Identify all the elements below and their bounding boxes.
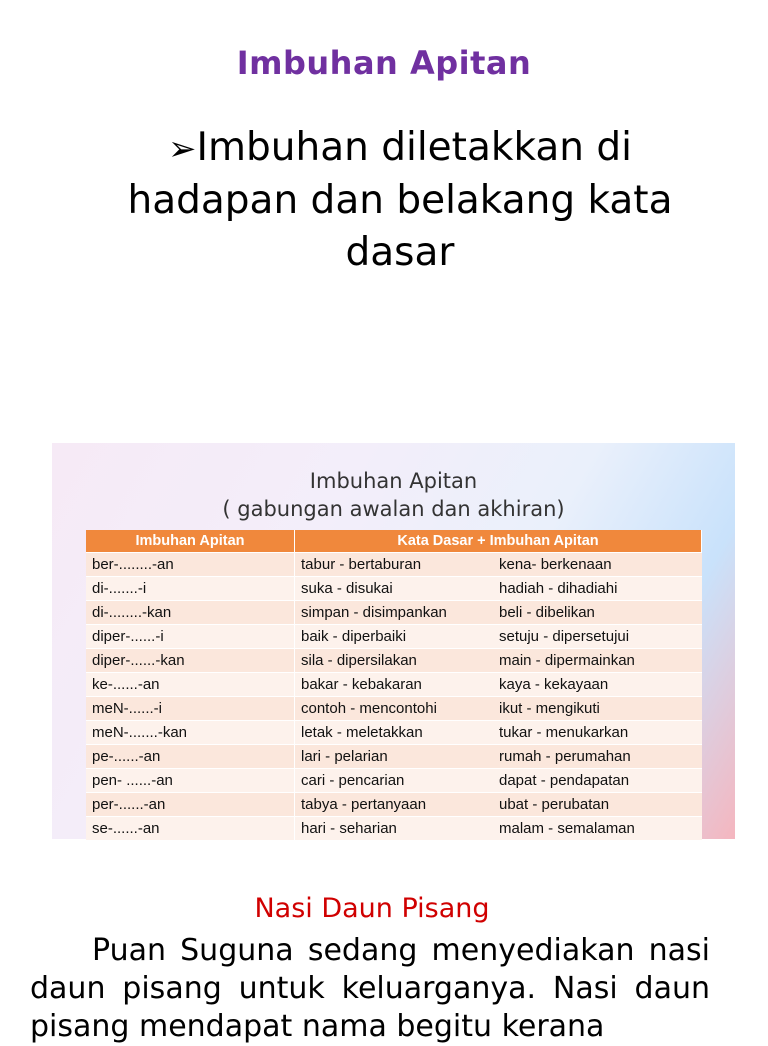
example-cell: baik - diperbaiki bbox=[295, 625, 494, 649]
table-header-row bbox=[86, 530, 702, 553]
table-row bbox=[86, 745, 702, 769]
example-cell: hadiah - dihadiahi bbox=[493, 577, 702, 601]
panel-title bbox=[52, 467, 735, 523]
story-title: Nasi Daun Pisang bbox=[254, 893, 490, 924]
header-imbuhan: Imbuhan Apitan bbox=[86, 530, 295, 553]
example-cell: simpan - disimpankan bbox=[295, 601, 494, 625]
affix-cell: ber-........-an bbox=[86, 553, 295, 577]
table-row bbox=[86, 769, 702, 793]
example-cell: ubat - perubatan bbox=[493, 793, 702, 817]
table-row bbox=[86, 697, 702, 721]
table-row bbox=[86, 649, 702, 673]
example-cell: contoh - mencontohi bbox=[295, 697, 494, 721]
table-row bbox=[86, 817, 702, 841]
panel-title-line1: Imbuhan Apitan bbox=[309, 469, 478, 493]
example-cell: ikut - mengikuti bbox=[493, 697, 702, 721]
affix-cell: meN-.......-kan bbox=[86, 721, 295, 745]
example-cell: tabya - pertanyaan bbox=[295, 793, 494, 817]
example-cell: lari - pelarian bbox=[295, 745, 494, 769]
example-cell: cari - pencarian bbox=[295, 769, 494, 793]
table-row bbox=[86, 577, 702, 601]
affix-cell: pe-......-an bbox=[86, 745, 295, 769]
affix-cell: di-........-kan bbox=[86, 601, 295, 625]
example-cell: setuju - dipersetujui bbox=[493, 625, 702, 649]
example-cell: tabur - bertaburan bbox=[295, 553, 494, 577]
affix-cell: per-......-an bbox=[86, 793, 295, 817]
story-text: Puan Suguna sedang menyediakan nasi daun pisang untuk keluarganya. Nasi daun pisang mendapat nama begitu kerana bbox=[30, 933, 710, 1044]
affix-table bbox=[86, 530, 702, 840]
table-body bbox=[86, 553, 702, 841]
table-row bbox=[86, 625, 702, 649]
affix-cell: pen- ......-an bbox=[86, 769, 295, 793]
table-row bbox=[86, 721, 702, 745]
example-cell: letak - meletakkan bbox=[295, 721, 494, 745]
example-cell: suka - disukai bbox=[295, 577, 494, 601]
example-cell: malam - semalaman bbox=[493, 817, 702, 841]
arrow-bullet-icon: ➢ bbox=[168, 129, 197, 169]
example-cell: rumah - perumahan bbox=[493, 745, 702, 769]
affix-cell: se-......-an bbox=[86, 817, 295, 841]
table-row bbox=[86, 673, 702, 697]
affix-cell: diper-......-i bbox=[86, 625, 295, 649]
affix-cell: meN-......-i bbox=[86, 697, 295, 721]
bullet-point bbox=[120, 122, 680, 279]
example-cell: main - dipermainkan bbox=[493, 649, 702, 673]
panel-title-line2: ( gabungan awalan dan akhiran) bbox=[222, 497, 565, 521]
example-cell: hari - seharian bbox=[295, 817, 494, 841]
table-row bbox=[86, 601, 702, 625]
affix-cell: diper-......-kan bbox=[86, 649, 295, 673]
header-kata-dasar: Kata Dasar + Imbuhan Apitan bbox=[295, 530, 702, 553]
affix-cell: ke-......-an bbox=[86, 673, 295, 697]
example-cell: bakar - kebakaran bbox=[295, 673, 494, 697]
example-cell: beli - dibelikan bbox=[493, 601, 702, 625]
example-cell: dapat - pendapatan bbox=[493, 769, 702, 793]
affix-table-panel bbox=[52, 443, 735, 839]
page-title: Imbuhan Apitan bbox=[236, 44, 532, 82]
example-cell: kena- berkenaan bbox=[493, 553, 702, 577]
example-cell: sila - dipersilakan bbox=[295, 649, 494, 673]
example-cell: kaya - kekayaan bbox=[493, 673, 702, 697]
bullet-text: Imbuhan diletakkan di hadapan dan belakang kata dasar bbox=[127, 125, 673, 275]
table-row bbox=[86, 553, 702, 577]
affix-cell: di-.......-i bbox=[86, 577, 295, 601]
table-row bbox=[86, 793, 702, 817]
example-cell: tukar - menukarkan bbox=[493, 721, 702, 745]
